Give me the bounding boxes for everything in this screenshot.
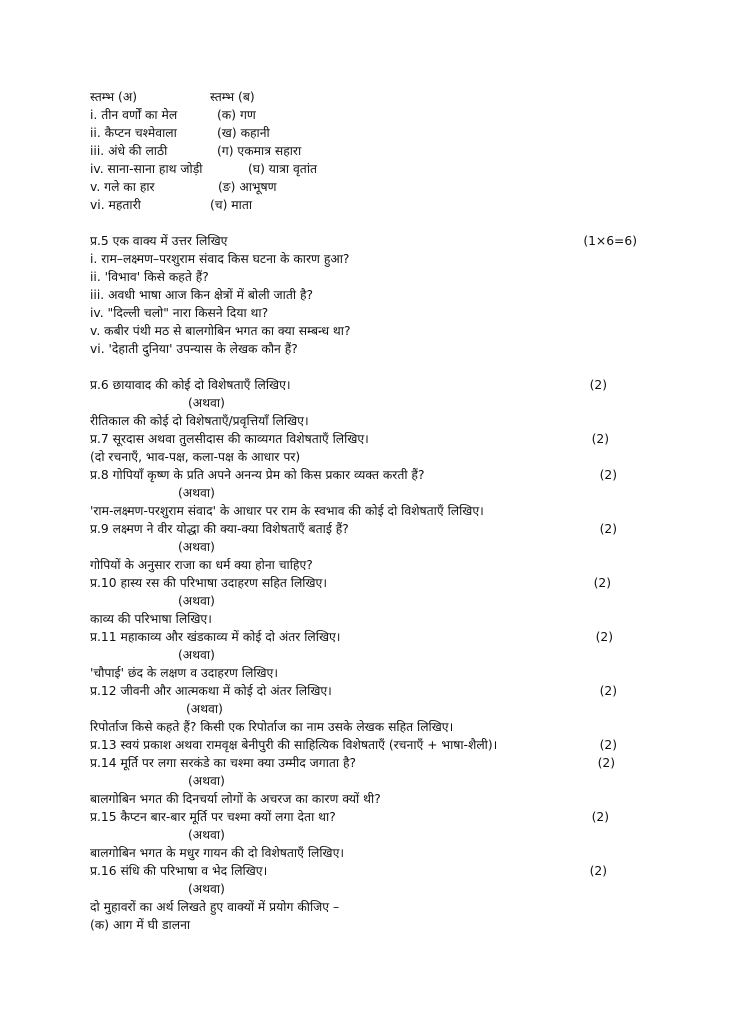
q14-question: प्र.14 मूर्ति पर लगा सरकंडे का चश्मा क्या उम्मीद जगाता है? <box>90 756 357 770</box>
match-row-a: i. तीन वर्णों का मेल <box>90 108 178 122</box>
q5-item: i. राम–लक्ष्मण–परशुराम संवाद किस घटना के कारण हुआ? <box>90 252 350 266</box>
q8-marks: (2) <box>599 468 617 482</box>
q6-marks: (2) <box>589 378 607 392</box>
q14-alternate: बालगोबिन भगत की दिनचर्या लोगों के अचरज का कारण क्यों थी? <box>90 792 381 806</box>
q8-alternate: 'राम-लक्ष्मण-परशुराम संवाद' के आधार पर राम के स्वभाव की कोई दो विशेषताएँ लिखिए। <box>90 504 484 518</box>
athva-label: (अथवा) <box>178 648 215 662</box>
q13-question: प्र.13 स्वयं प्रकाश अथवा रामवृक्ष बेनीपुरी की साहित्यिक विशेषताएँ (रचनाएँ + भाषा-शैली)। <box>90 738 498 752</box>
match-row-b: (घ) यात्रा वृतांत <box>248 162 318 176</box>
match-row-b: (च) माता <box>210 198 253 212</box>
athva-label: (अथवा) <box>188 774 225 788</box>
q7-question: प्र.7 सूरदास अथवा तुलसीदास की काव्यगत विशेषताएँ लिखिए। <box>90 432 369 446</box>
q7-note: (दो रचनाएँ, भाव-पक्ष, कला-पक्ष के आधार पर) <box>90 450 301 464</box>
q8-question: प्र.8 गोपियाँ कृष्ण के प्रति अपने अनन्य प्रेम को किस प्रकार व्यक्त करती हैं? <box>90 468 425 482</box>
athva-label: (अथवा) <box>188 882 225 896</box>
q5-item: v. कबीर पंथी मठ से बालगोबिन भगत का क्या सम्बन्ध था? <box>90 324 351 338</box>
q9-question: प्र.9 लक्ष्मण ने वीर योद्धा की क्या-क्या विशेषताएँ बताई हैं? <box>90 522 349 536</box>
match-row-a: v. गले का हार <box>90 180 155 194</box>
q15-alternate: बालगोबिन भगत के मधुर गायन की दो विशेषताएँ लिखिए। <box>90 846 345 860</box>
q16-question: प्र.16 संधि की परिभाषा व भेद लिखिए। <box>90 864 268 878</box>
athva-label: (अथवा) <box>178 594 215 608</box>
q5-item: ii. 'विभाव' किसे कहते हैं? <box>90 270 209 284</box>
q9-alternate: गोपियों के अनुसार राजा का धर्म क्या होना चाहिए? <box>90 558 313 572</box>
q6-alternate: रीतिकाल की कोई दो विशेषताएँ/प्रवृत्तियाँ लिखिए। <box>90 414 309 428</box>
match-row-b: (ख) कहानी <box>217 126 270 140</box>
athva-label: (अथवा) <box>178 486 215 500</box>
q7-marks: (2) <box>591 432 609 446</box>
match-row-a: ii. कैप्टन चश्मेवाला <box>90 126 177 140</box>
q9-marks: (2) <box>599 522 617 536</box>
athva-label: (अथवा) <box>188 828 225 842</box>
q11-question: प्र.11 महाकाव्य और खंडकाव्य में कोई दो अंतर लिखिए। <box>90 630 341 644</box>
match-row-b: (क) गण <box>217 108 256 122</box>
q12-alternate: रिपोर्ताज किसे कहते हैं? किसी एक रिपोर्ताज का नाम उसके लेखक सहित लिखिए। <box>90 720 454 734</box>
athva-label: (अथवा) <box>178 540 215 554</box>
q15-question: प्र.15 कैप्टन बार-बार मूर्ति पर चश्मा क्यों लगा देता था? <box>90 810 336 824</box>
q15-marks: (2) <box>591 810 609 824</box>
q10-marks: (2) <box>593 576 611 590</box>
q12-question: प्र.12 जीवनी और आत्मकथा में कोई दो अंतर लिखिए। <box>90 684 332 698</box>
match-row-a: iv. साना-साना हाथ जोड़ी <box>90 162 203 176</box>
match-row-b: (ङ) आभूषण <box>218 180 277 194</box>
column-b-header: स्तम्भ (ब) <box>210 90 255 104</box>
q13-marks: (2) <box>599 738 617 752</box>
q5-title: प्र.5 एक वाक्य में उत्तर लिखिए <box>90 234 228 248</box>
q6-question: प्र.6 छायावाद की कोई दो विशेषताएँ लिखिए। <box>90 378 291 392</box>
q5-item: iii. अवधी भाषा आज किन क्षेत्रों में बोली जाती है? <box>90 288 314 302</box>
match-row-a: iii. अंधे की लाठी <box>90 144 168 158</box>
q14-marks: (2) <box>597 756 615 770</box>
q16-marks: (2) <box>589 864 607 878</box>
q16-idiom-item: (क) आग में घी डालना <box>90 918 191 932</box>
match-row-b: (ग) एकमात्र सहारा <box>217 144 302 158</box>
q11-marks: (2) <box>595 630 613 644</box>
q5-marks: (1×6=6) <box>583 234 637 248</box>
athva-label: (अथवा) <box>188 396 225 410</box>
athva-label: (अथवा) <box>186 702 223 716</box>
q5-item: vi. 'देहाती दुनिया' उपन्यास के लेखक कौन हैं? <box>90 342 298 356</box>
q12-marks: (2) <box>599 684 617 698</box>
q5-item: iv. "दिल्ली चलो" नारा किसने दिया था? <box>90 306 269 320</box>
q16-alternate: दो मुहावरों का अर्थ लिखते हुए वाक्यों में प्रयोग कीजिए – <box>90 900 340 914</box>
match-row-a: vi. महतारी <box>90 198 141 212</box>
q10-question: प्र.10 हास्य रस की परिभाषा उदाहरण सहित लिखिए। <box>90 576 328 590</box>
q11-alternate: 'चौपाई' छंद के लक्षण व उदाहरण लिखिए। <box>90 666 279 680</box>
q10-alternate: काव्य की परिभाषा लिखिए। <box>90 612 212 626</box>
column-a-header: स्तम्भ (अ) <box>90 90 138 104</box>
